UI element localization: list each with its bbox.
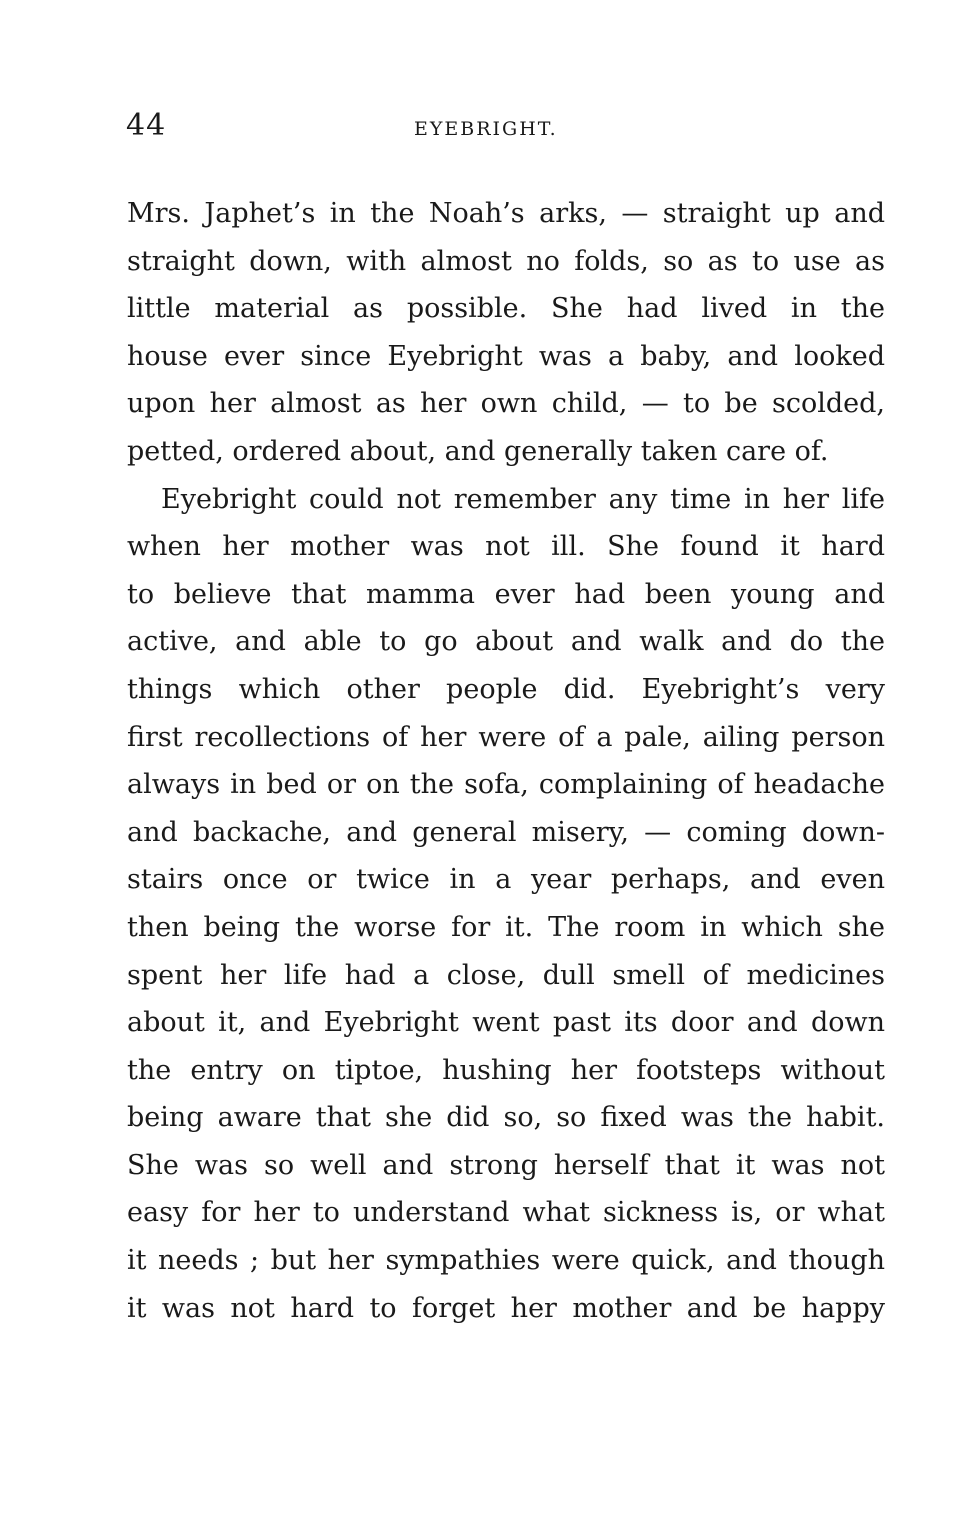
paragraph-2: [127, 476, 885, 1333]
text-line: little material as possible. She had lived in the: [127, 293, 885, 325]
text-line: petted, ordered about, and generally taken care of.: [127, 435, 829, 467]
running-head: EYEBRIGHT.: [414, 118, 558, 140]
text-line: then being the worse for it. The room in which she: [127, 911, 885, 943]
text-line: first recollections of her were of a pale, ailing person: [127, 721, 885, 753]
text-line: Mrs. Japhet’s in the Noah’s arks, — straight up and: [127, 198, 885, 229]
text-line: and backache, and general misery, — coming down-: [127, 816, 885, 848]
text-line: things which other people did. Eyebright’s very: [127, 673, 885, 705]
text-line: always in bed or on the sofa, complaining of headache: [127, 769, 885, 801]
text-line: about it, and Eyebright went past its door and down: [127, 1007, 885, 1039]
text-line: house ever since Eyebright was a baby, and looked: [127, 340, 885, 372]
text-line: easy for her to understand what sickness is, or what: [127, 1197, 885, 1229]
text-line: the entry on tiptoe, hushing her footsteps without: [127, 1054, 885, 1086]
text-line: it needs ; but her sympathies were quick, and though: [127, 1245, 885, 1277]
text-line: straight down, with almost no folds, so as to use as: [127, 245, 885, 277]
text-line: Eyebright could not remember any time in her life: [161, 483, 885, 515]
text-line: upon her almost as her own child, — to be scolded,: [127, 388, 885, 420]
text-line: active, and able to go about and walk and do the: [127, 626, 885, 658]
text-line: stairs once or twice in a year perhaps, and even: [127, 864, 885, 896]
text-line: spent her life had a close, dull smell of medicines: [127, 959, 885, 991]
page-number: 44: [126, 108, 167, 143]
text-line: it was not hard to forget her mother and be happy: [127, 1292, 885, 1324]
text-line: when her mother was not ill. She found it hard: [127, 531, 885, 563]
page-header: [126, 108, 886, 148]
body-text: [127, 190, 885, 1332]
text-line: to believe that mamma ever had been young and: [127, 578, 885, 610]
paragraph-1: [127, 190, 885, 476]
text-line: She was so well and strong herself that it was not: [127, 1149, 885, 1181]
text-line: being aware that she did so, so fixed was the habit.: [127, 1102, 885, 1134]
